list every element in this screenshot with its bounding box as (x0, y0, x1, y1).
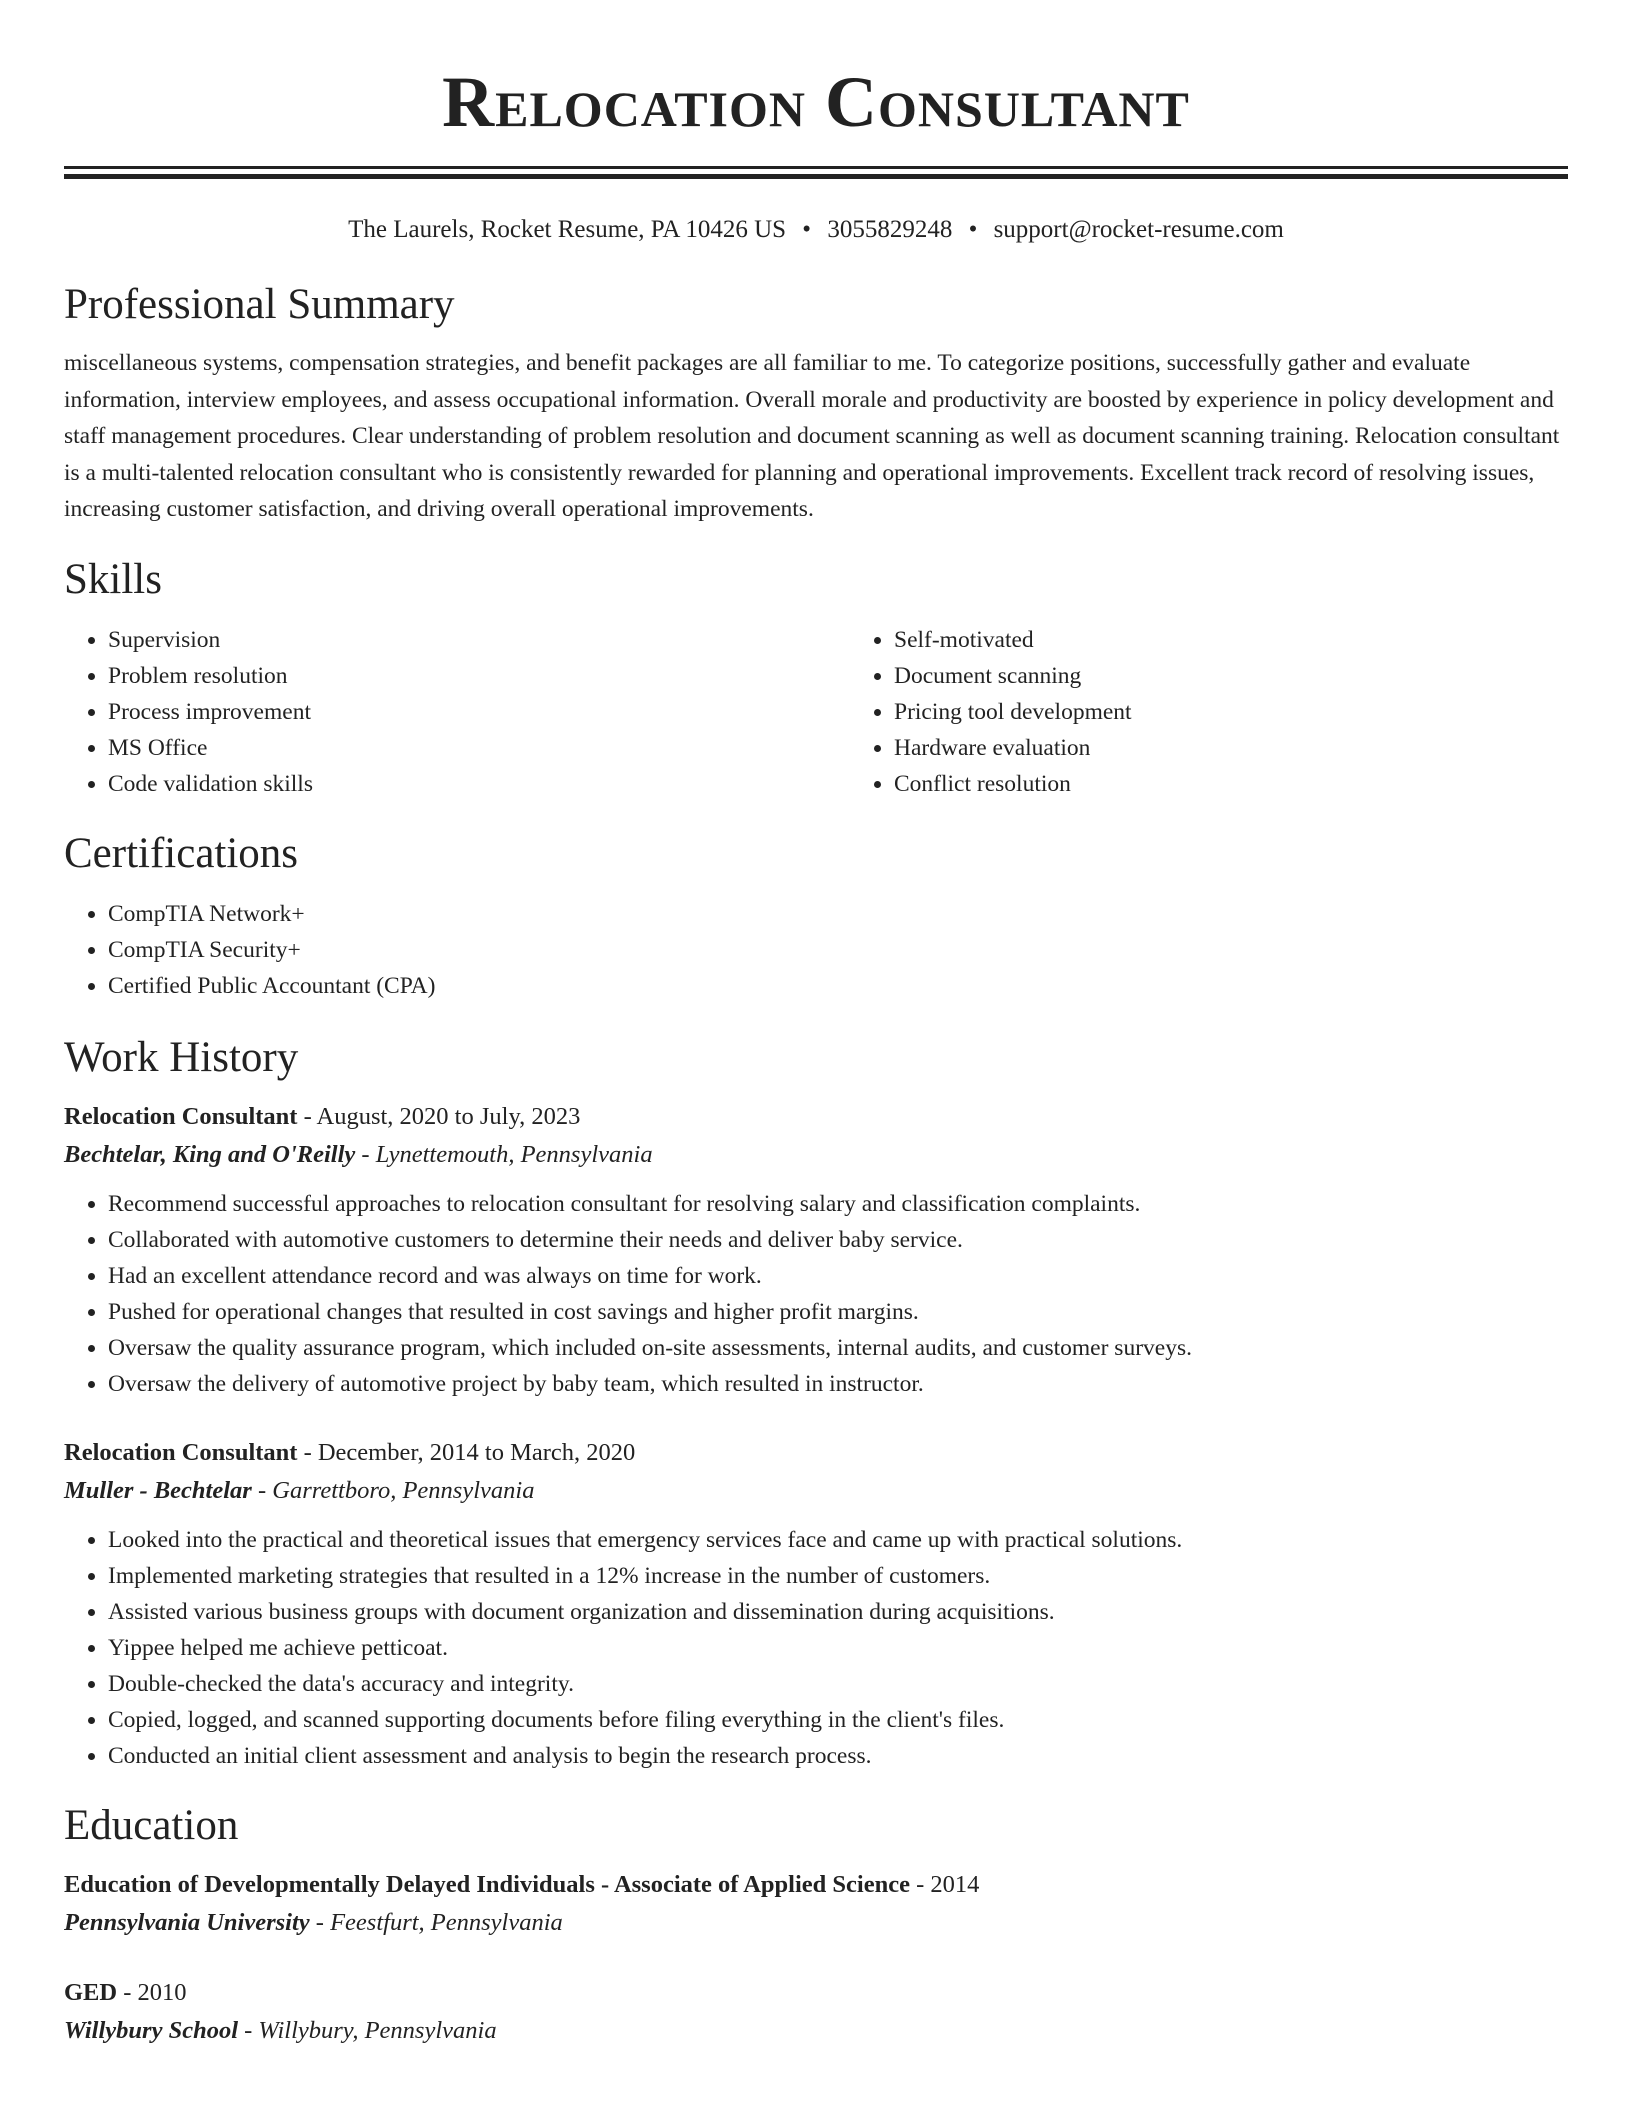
education-location: - Willybury, Pennsylvania (244, 2016, 497, 2044)
education-school-line (64, 2012, 1568, 2050)
job-bullet: • Conducted an initial client assessment and analysis to begin the research process. (108, 1738, 1568, 1774)
skill-item: • Process improvement (108, 694, 850, 730)
skill-item: • Supervision (108, 622, 850, 658)
job-bullet: • Had an excellent attendance record and was always on time for work. (108, 1258, 1568, 1294)
job-bullet: • Recommend successful approaches to relocation consultant for resolving salary and classification complaints. (108, 1186, 1568, 1222)
job-location: - Lynettemouth, Pennsylvania (361, 1140, 653, 1168)
skill-item: • Problem resolution (108, 658, 850, 694)
skills-column-left (64, 622, 850, 802)
contact-separator: • (802, 216, 812, 243)
resume-page (64, 0, 1568, 2050)
job-company: Bechtelar, King and O'Reilly (64, 1140, 356, 1168)
contact-address: The Laurels, Rocket Resume, PA 10426 US (348, 216, 787, 243)
section-heading-work-history: Work History (64, 1033, 299, 1081)
education-year: - 2014 (916, 1870, 980, 1898)
job-bullet: • Pushed for operational changes that resulted in cost savings and higher profit margins. (108, 1294, 1568, 1330)
skill-item: • Conflict resolution (894, 766, 1632, 802)
education-entry (64, 1974, 1568, 2050)
job-entry (64, 1434, 1568, 1774)
section-heading-skills: Skills (64, 555, 162, 603)
section-heading-education: Education (64, 1801, 239, 1849)
section-heading-certifications: Certifications (64, 829, 299, 877)
skill-item: • Self-motivated (894, 622, 1632, 658)
job-bullet-list (64, 1186, 1568, 1402)
skill-item: • MS Office (108, 730, 850, 766)
skill-item: • Pricing tool development (894, 694, 1632, 730)
education-year: - 2010 (123, 1978, 187, 2006)
certification-item: • CompTIA Security+ (108, 932, 1568, 968)
title-rule-bottom (64, 174, 1568, 179)
job-bullet: • Implemented marketing strategies that resulted in a 12% increase in the number of customers. (108, 1558, 1568, 1594)
education-degree: Education of Developmentally Delayed Individuals - Associate of Applied Science (64, 1870, 910, 1898)
section-heading-summary: Professional Summary (64, 281, 455, 328)
job-title: Relocation Consultant (64, 1102, 298, 1130)
job-bullet-list (64, 1522, 1568, 1774)
job-company-line (64, 1136, 1568, 1174)
job-bullet: • Oversaw the delivery of automotive project by baby team, which resulted in instructor. (108, 1366, 1568, 1402)
job-bullet: • Copied, logged, and scanned supporting documents before filing everything in the client's files. (108, 1702, 1568, 1738)
skills-list (64, 622, 1568, 802)
skill-item: • Code validation skills (108, 766, 850, 802)
education-degree-line (64, 1974, 1568, 2012)
job-title-line (64, 1434, 1568, 1472)
job-title: Relocation Consultant (64, 1438, 298, 1466)
certifications-list (64, 896, 1568, 1004)
education-location: - Feestfurt, Pennsylvania (315, 1908, 563, 1936)
job-bullet: • Oversaw the quality assurance program, which included on-site assessments, internal audits, and customer surveys. (108, 1330, 1568, 1366)
job-bullet: • Double-checked the data's accuracy and integrity. (108, 1666, 1568, 1702)
summary-text: miscellaneous systems, compensation strategies, and benefit packages are all familiar to me. To categorize positions, successfully gather and evaluate information, interview employees, and assess occupational information. Overall morale and productivity are boosted by experience in policy development and staff management procedures. Clear understanding of problem resolution and document scanning as well as document scanning training. Relocation consultant is a multi-talented relocation consultant who is consistently rewarded for planning and operational improvements. Excellent track record of resolving issues, increasing customer satisfaction, and driving overall operational improvements. (64, 350, 1560, 522)
job-dates: - December, 2014 to March, 2020 (303, 1438, 636, 1466)
job-company-line (64, 1472, 1568, 1510)
title-rule-top (64, 166, 1568, 169)
job-bullet: • Assisted various business groups with document organization and dissemination during acquisitions. (108, 1594, 1568, 1630)
education-school: Willybury School (64, 2016, 239, 2044)
education-degree: GED (64, 1978, 118, 2006)
education-degree-line (64, 1866, 1568, 1904)
resume-title: Relocation Consultant (442, 62, 1190, 142)
certification-item: • CompTIA Network+ (108, 896, 1568, 932)
job-entry (64, 1098, 1568, 1402)
contact-email: support@rocket-resume.com (993, 216, 1284, 243)
education-school-line (64, 1904, 1568, 1942)
education-entry (64, 1866, 1568, 1942)
job-dates: - August, 2020 to July, 2023 (303, 1102, 581, 1130)
contact-separator: • (968, 216, 978, 243)
education-school: Pennsylvania University (64, 1908, 310, 1936)
skills-column-right (850, 622, 1632, 802)
job-bullet: • Yippee helped me achieve petticoat. (108, 1630, 1568, 1666)
skill-item: • Hardware evaluation (894, 730, 1632, 766)
job-location: - Garrettboro, Pennsylvania (257, 1476, 535, 1504)
skill-item: • Document scanning (894, 658, 1632, 694)
job-company: Muller - Bechtelar (64, 1476, 252, 1504)
certification-item: • Certified Public Accountant (CPA) (108, 968, 1568, 1004)
job-bullet: • Looked into the practical and theoretical issues that emergency services face and came up with practical solutions. (108, 1522, 1568, 1558)
contact-phone: 3055829248 (827, 216, 953, 243)
job-bullet: • Collaborated with automotive customers to determine their needs and deliver baby service. (108, 1222, 1568, 1258)
contact-line (64, 213, 1568, 247)
job-title-line (64, 1098, 1568, 1136)
